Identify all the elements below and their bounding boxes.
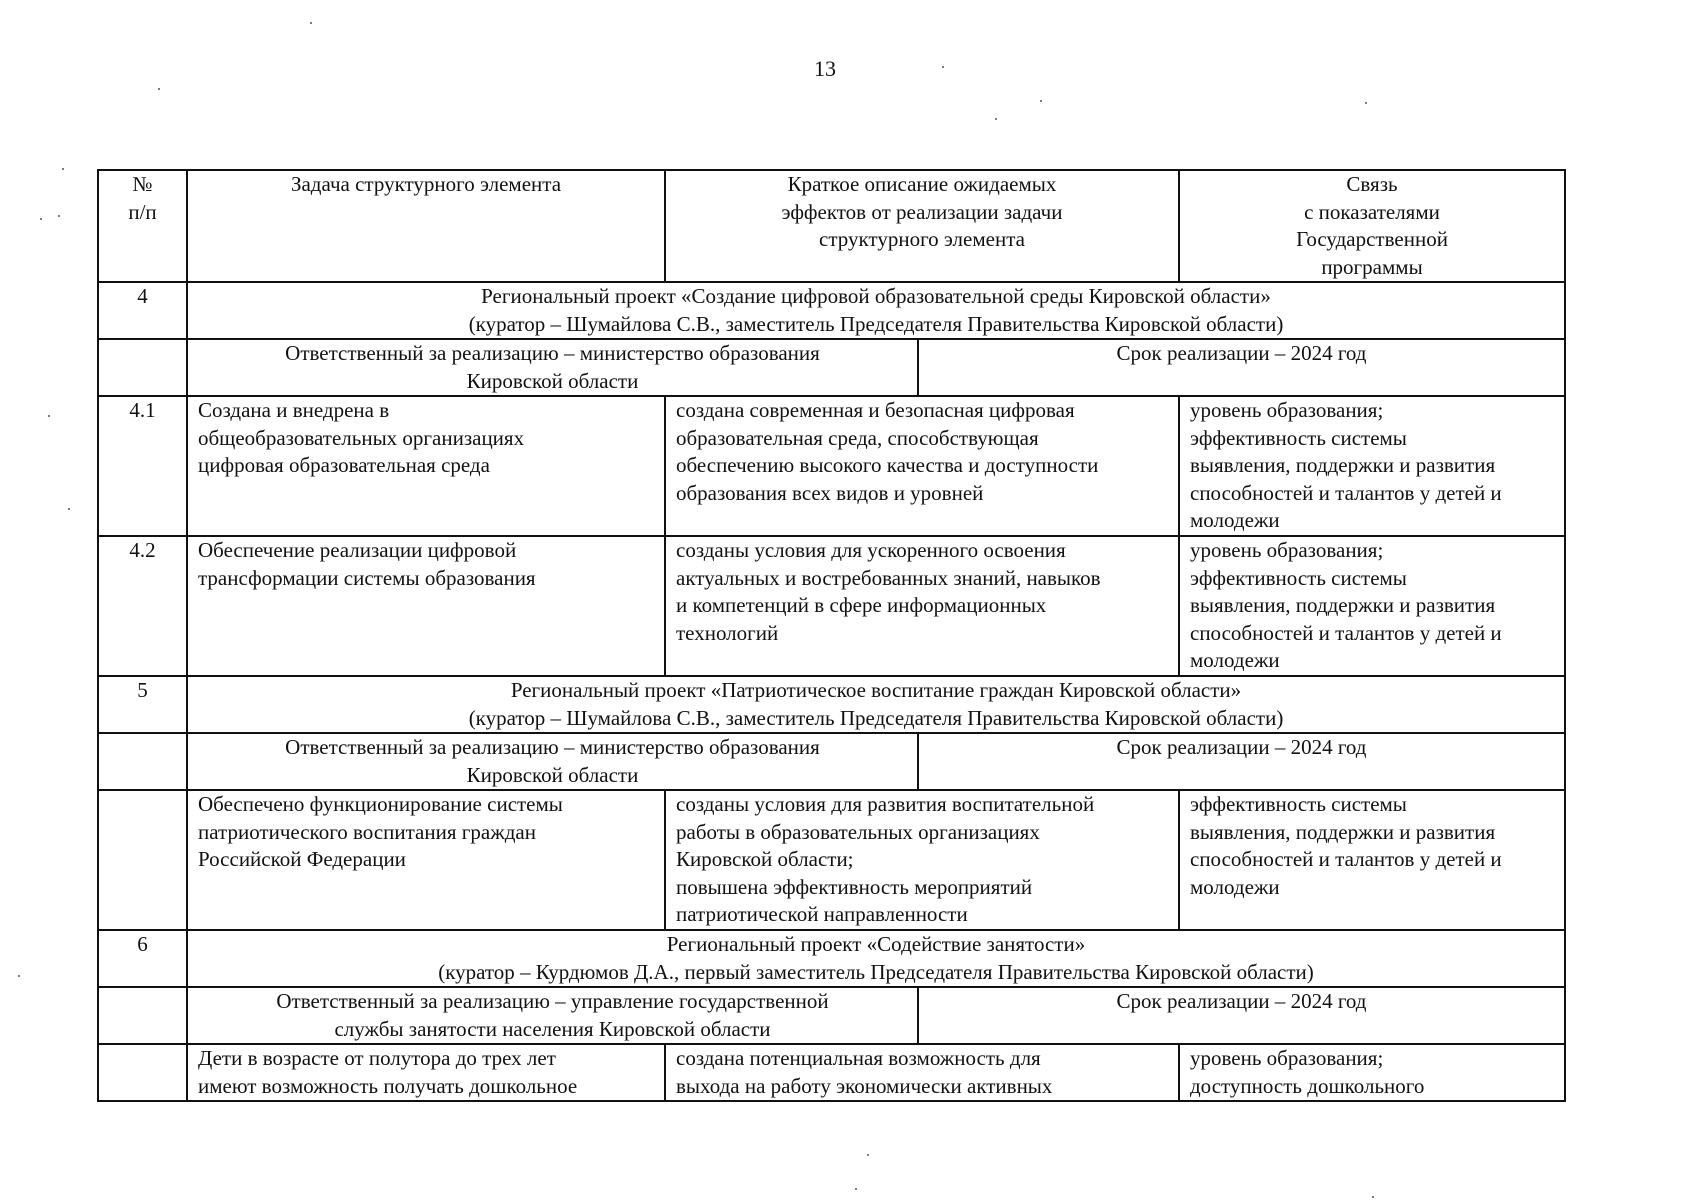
row-number: 4.1: [98, 396, 187, 536]
scan-speck: [68, 508, 70, 510]
scan-speck: [1365, 102, 1367, 104]
table-row: [98, 1044, 1565, 1101]
table-row: [98, 790, 1565, 930]
scan-speck: [310, 22, 312, 24]
row-effect: созданы условия для развития воспитательной работы в образовательных организациях Кировской области; повышена эффективность мероприятий патриотической направленности: [665, 790, 1179, 930]
project-number: 6: [98, 930, 187, 987]
scan-speck: [62, 168, 64, 170]
project-deadline: Срок реализации – 2024 год: [918, 733, 1565, 790]
row-number: [98, 1044, 187, 1101]
project-title-row: [98, 930, 1565, 987]
row-task: Создана и внедрена в общеобразовательных организациях цифровая образовательная среда: [187, 396, 665, 536]
table-row: [98, 396, 1565, 536]
row-link: уровень образования; эффективность системы выявления, поддержки и развития способностей и талантов у детей и молодежи: [1179, 396, 1565, 536]
header-link: Связь с показателями Государственной программы: [1179, 170, 1565, 282]
project-responsible: Ответственный за реализацию – управление государственной службы занятости населения Кировской области: [187, 987, 918, 1044]
project-title: Региональный проект «Содействие занятости» (куратор – Курдюмов Д.А., первый заместитель Председателя Правительства Кировской области): [187, 930, 1565, 987]
row-task: Обеспечено функционирование системы патриотического воспитания граждан Российской Федерации: [187, 790, 665, 930]
row-task: Обеспечение реализации цифровой трансформации системы образования: [187, 536, 665, 676]
page-number: 13: [814, 56, 836, 81]
row-link: эффективность системы выявления, поддержки и развития способностей и талантов у детей и молодежи: [1179, 790, 1565, 930]
row-task: Дети в возрасте от полутора до трех лет имеют возможность получать дошкольное: [187, 1044, 665, 1101]
project-responsible-row: [98, 733, 1565, 790]
scan-speck: [867, 1154, 869, 1156]
header-effects: Краткое описание ожидаемых эффектов от реализации задачи структурного элемента: [665, 170, 1179, 282]
scan-speck: [48, 415, 50, 417]
row-effect: созданы условия для ускоренного освоения актуальных и востребованных знаний, навыков и компетенций в сфере информационных технологий: [665, 536, 1179, 676]
project-title-row: [98, 676, 1565, 733]
header-num: № п/п: [98, 170, 187, 282]
row-link: уровень образования; эффективность системы выявления, поддержки и развития способностей и талантов у детей и молодежи: [1179, 536, 1565, 676]
project-deadline: Срок реализации – 2024 год: [918, 987, 1565, 1044]
project-responsible: Ответственный за реализацию – министерство образования Кировской области: [187, 339, 918, 396]
row-link: уровень образования; доступность дошкольного: [1179, 1044, 1565, 1101]
scan-speck: [1040, 100, 1042, 102]
project-number: 4: [98, 282, 187, 339]
project-responsible-row: [98, 987, 1565, 1044]
scan-speck: [18, 975, 20, 977]
scan-speck: [58, 215, 60, 217]
header-task: Задача структурного элемента: [187, 170, 665, 282]
project-deadline: Срок реализации – 2024 год: [918, 339, 1565, 396]
row-effect: создана современная и безопасная цифровая образовательная среда, способствующая обеспечению высокого качества и доступности образования всех видов и уровней: [665, 396, 1179, 536]
scan-speck: [158, 88, 160, 90]
project-title: Региональный проект «Патриотическое воспитание граждан Кировской области» (куратор – Шумайлова С.В., заместитель Председателя Правительства Кировской области): [187, 676, 1565, 733]
scan-speck: [942, 66, 944, 68]
row-effect: создана потенциальная возможность для выхода на работу экономически активных: [665, 1044, 1179, 1101]
project-responsible-row: [98, 339, 1565, 396]
scan-speck: [40, 218, 42, 220]
project-title: Региональный проект «Создание цифровой образовательной среды Кировской области» (куратор – Шумайлова С.В., заместитель Председателя Правительства Кировской области): [187, 282, 1565, 339]
structural-elements-table: [97, 169, 1566, 1102]
scan-speck: [1372, 1196, 1374, 1198]
table-header-row: [98, 170, 1565, 282]
table-row: [98, 536, 1565, 676]
empty-cell: [98, 987, 187, 1044]
scan-speck: [855, 1188, 857, 1190]
project-number: 5: [98, 676, 187, 733]
row-number: 4.2: [98, 536, 187, 676]
empty-cell: [98, 733, 187, 790]
project-responsible: Ответственный за реализацию – министерство образования Кировской области: [187, 733, 918, 790]
row-number: [98, 790, 187, 930]
empty-cell: [98, 339, 187, 396]
project-title-row: [98, 282, 1565, 339]
scan-speck: [995, 118, 997, 120]
